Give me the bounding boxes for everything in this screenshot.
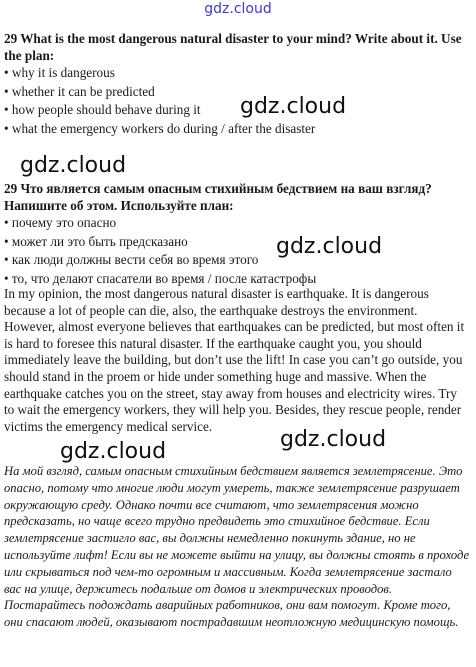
watermark-text: gdz.cloud: [240, 94, 347, 119]
top-watermark: gdz.cloud: [204, 1, 272, 17]
plan-item: • то, что делают спасатели во время / после катастрофы: [4, 270, 470, 289]
plan-item: • почему это опасно: [4, 214, 470, 233]
watermark-text: gdz.cloud: [20, 153, 127, 178]
answer-ru-text: На мой взгляд, самым опасным стихийным бедствием является землетрясение. Это опасно, потому что многие люди могут умереть, также землетрясение разрушает окружающую среду. Однако почти все считают, что землетрясения можно предсказать, но чаще всего трудно предвидеть это стихийное бедствие. Если землетрясение застигло вас, вы должны немедленно покинуть здание, но не используйте лифт! Если вы не можете выйти на улицу, вы должны стоять в проходе или скрываться под чем-то огромным и массивным. Когда землетрясение застало вас на улице, держитесь подальше от домов и электрических проводов. Постарайтесь подождать аварийных работников, они вам помогут. Кроме того, они спасают людей, оказывают пострадавшим неотложную медицинскую помощь.: [4, 464, 470, 630]
task-ru-title: 29 Что является самым опасным стихийным бедствием на ваш взгляд? Напишите об этом. Используйте план:: [4, 181, 432, 213]
plan-item: • how people should behave during it: [4, 101, 470, 120]
task-ru-plan: [4, 214, 470, 288]
task-en-plan: [4, 64, 470, 138]
task-en-title: 29 What is the most dangerous natural disaster to your mind? Write about it. Use the plan:: [4, 31, 462, 63]
answer-ru-section: [4, 463, 470, 631]
task-en-section: [4, 30, 470, 138]
watermark-text: gdz.cloud: [276, 234, 383, 259]
plan-item: • whether it can be predicted: [4, 83, 470, 102]
watermark-text: gdz.cloud: [60, 439, 167, 464]
answer-en-text: In my opinion, the most dangerous natural disaster is earthquake. It is dangerous because a lot of people can die, also, the earthquake destroys the environment. However, almost everyone believes that earthquakes can be predicted, but most often it is hard to foresee this natural disaster. If the earthquake caught you, you should immediately leave the building, but don’t use the lift! In case you can’t go outside, you should stand in the proem or hide under something huge and massive. When the earthquake catches you on the street, stay away from houses and electricity wires. Try to wait the emergency workers, they will help you. Besides, they rescue people, render victims the emergency medical service.: [4, 286, 465, 434]
task-ru-section: [4, 180, 470, 288]
plan-item: • как люди должны вести себя во время этого: [4, 251, 470, 270]
plan-item: • why it is dangerous: [4, 64, 470, 83]
answer-en-section: [4, 286, 470, 435]
plan-item: • what the emergency workers do during / after the disaster: [4, 120, 470, 139]
watermark-text: gdz.cloud: [280, 427, 387, 452]
plan-item: • может ли это быть предсказано: [4, 233, 470, 252]
